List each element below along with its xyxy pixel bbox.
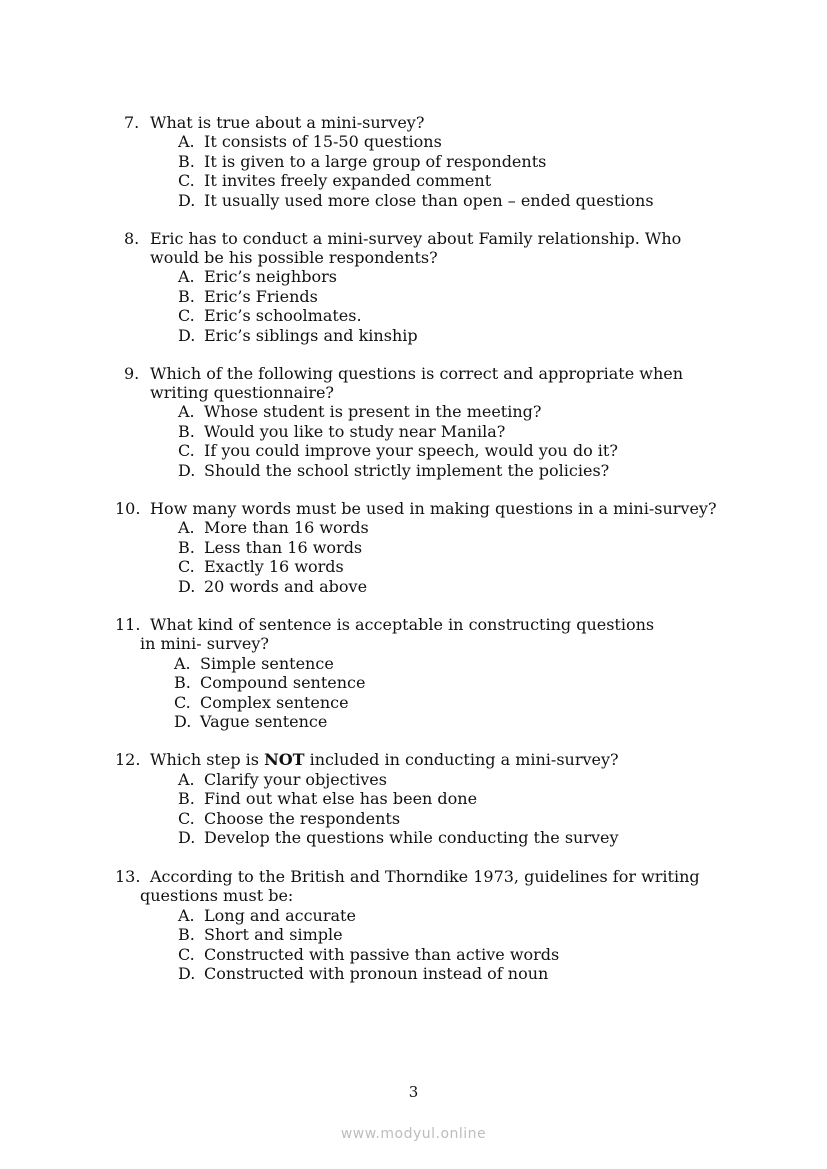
option-a: A. More than 16 words [178,518,369,537]
option-b: B. It is given to a large group of respondents [178,152,547,171]
question-stem: Which of the following questions is correct and appropriate when [150,364,684,383]
question-stem: What is true about a mini-survey? [150,113,425,132]
question-stem-cont: questions must be: [140,886,294,905]
question-stem-cont: would be his possible respondents? [150,248,438,267]
option-d: D. 20 words and above [178,577,368,596]
option-b: B. Find out what else has been done [178,789,478,808]
page-number: 3 [408,1083,419,1101]
option-c: C. Eric’s schoolmates. [178,306,362,325]
option-b: B. Eric’s Friends [178,287,318,306]
option-b: B. Short and simple [178,925,343,944]
option-b: B. Would you like to study near Manila? [178,422,506,441]
option-c: C. It invites freely expanded comment [178,171,492,190]
question-stem-cont: writing questionnaire? [150,383,335,402]
option-a: A. Simple sentence [174,654,334,673]
question-number: 9. [124,364,140,383]
option-c: C. Complex sentence [174,693,349,712]
question-number: 8. [124,229,140,248]
question-number: 12. [115,750,141,769]
option-d: D. Constructed with pronoun instead of noun [178,964,549,983]
option-a: A. It consists of 15-50 questions [178,132,442,151]
option-b: B. Compound sentence [174,673,366,692]
question-number: 10. [115,499,141,518]
question-number: 11. [115,615,141,634]
option-d: D. Develop the questions while conducting the survey [178,828,619,847]
option-b: B. Less than 16 words [178,538,363,557]
option-c: C. Exactly 16 words [178,557,344,576]
option-a: A. Clarify your objectives [178,770,387,789]
question-stem: How many words must be used in making questions in a mini-survey? [150,499,717,518]
option-a: A. Long and accurate [178,906,356,925]
option-c: C. Choose the respondents [178,809,401,828]
question-stem: Eric has to conduct a mini-survey about Family relationship. Who [150,229,682,248]
option-d: D. It usually used more close than open – ended questions [178,191,654,210]
question-number: 13. [115,867,141,886]
question-stem-cont: in mini- survey? [140,634,269,653]
question-number: 7. [124,113,140,132]
option-d: D. Vague sentence [174,712,328,731]
option-a: A. Whose student is present in the meeting? [178,402,542,421]
option-c: C. Constructed with passive than active words [178,945,560,964]
watermark: www.modyul.online [340,1126,487,1142]
option-c: C. If you could improve your speech, would you do it? [178,441,618,460]
option-a: A. Eric’s neighbors [178,267,337,286]
question-stem: Which step is NOT included in conducting a mini-survey? [150,750,619,769]
question-stem: What kind of sentence is acceptable in constructing questions [150,615,655,634]
option-d: D. Eric’s siblings and kinship [178,326,418,345]
question-stem: According to the British and Thorndike 1973, guidelines for writing [150,867,700,886]
emphasis-not: NOT [264,750,305,769]
option-d: D. Should the school strictly implement the policies? [178,461,610,480]
